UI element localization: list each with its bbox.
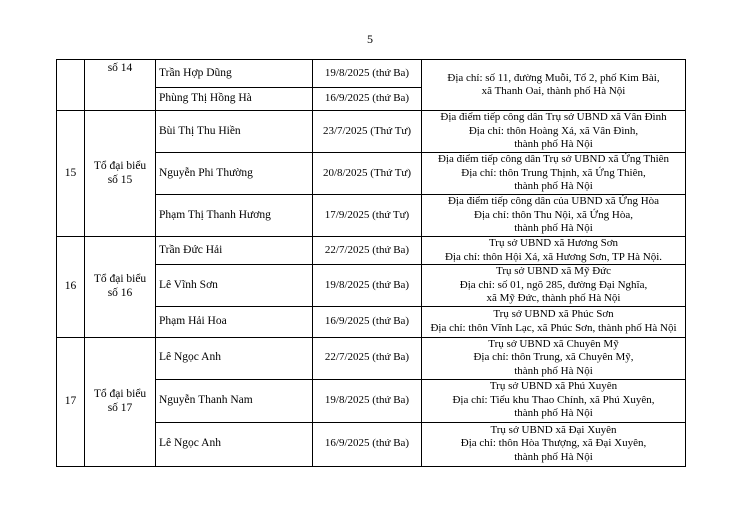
name-cell: Phạm Hải Hoa <box>156 306 313 337</box>
name-cell: Bùi Thị Thu Hiền <box>156 111 313 153</box>
place-line: thành phố Hà Nội <box>514 364 593 377</box>
place-line: Địa điểm tiếp công dân Trụ sở UBND xã Vân Đình <box>440 111 667 124</box>
place-line: Địa chỉ: thôn Trung Thịnh, xã Ứng Thiên, <box>461 166 646 179</box>
group-label-line: Tổ đại biểu <box>93 160 147 172</box>
place-cell <box>422 153 686 195</box>
place-line: Địa điểm tiếp công dân Trụ sở UBND xã Ứng Thiên <box>437 153 670 166</box>
place-line: Địa chỉ: thôn Hội Xá, xã Hương Sơn, TP Hà Nội. <box>444 250 663 263</box>
place-line: Trụ sở UBND xã Phú Xuyên <box>489 380 618 393</box>
name-cell: Trần Hợp Dũng <box>156 60 313 88</box>
group-label: số 14 <box>107 62 133 74</box>
place-cell <box>422 195 686 237</box>
group-label-line: số 15 <box>107 173 133 186</box>
place-line: Địa chỉ: số 01, ngõ 285, đường Đại Nghĩa, <box>459 278 648 291</box>
place-line: Địa chỉ: thôn Vĩnh Lạc, xã Phúc Sơn, thành phố Hà Nội <box>430 321 677 334</box>
place-line: Địa chỉ: Tiểu khu Thao Chính, xã Phú Xuyên, <box>452 393 655 406</box>
date-cell: 17/9/2025 (thứ Tư) <box>313 195 422 237</box>
name-cell: Phạm Thị Thanh Hương <box>156 195 313 237</box>
place-cell <box>422 237 686 265</box>
place-line: thành phố Hà Nội <box>514 407 593 420</box>
schedule-table <box>56 59 686 467</box>
place-line: Địa điểm tiếp công dân của UBND xã Ứng Hòa <box>447 195 660 208</box>
date-cell: 22/7/2025 (thứ Ba) <box>313 337 422 379</box>
table-row <box>57 237 686 265</box>
date-cell: 16/9/2025 (thứ Ba) <box>313 306 422 337</box>
name-cell: Phùng Thị Hồng Hà <box>156 88 313 111</box>
place-line: Địa chỉ: thôn Hoàng Xá, xã Vân Đình, <box>468 124 639 137</box>
place-line: Trụ sở UBND xã Mỹ Đức <box>496 265 611 277</box>
date-cell: 20/8/2025 (Thứ Tư) <box>313 153 422 195</box>
name-cell: Nguyễn Thanh Nam <box>156 379 313 422</box>
stt-cell: 17 <box>57 337 85 466</box>
place-cell <box>422 111 686 153</box>
place-line: thành phố Hà Nội <box>514 450 593 463</box>
group-cell <box>85 237 156 338</box>
stt-cell: 15 <box>57 111 85 237</box>
date-cell: 19/8/2025 (thứ Ba) <box>313 379 422 422</box>
group-label-line: số 16 <box>107 286 133 299</box>
stt-cell <box>57 60 85 111</box>
group-cell <box>85 111 156 237</box>
place-cell <box>422 265 686 307</box>
place-line: xã Mỹ Đức, thành phố Hà Nội <box>486 292 621 304</box>
name-cell: Nguyễn Phi Thường <box>156 153 313 195</box>
place-cell <box>422 422 686 466</box>
date-cell: 23/7/2025 (Thứ Tư) <box>313 111 422 153</box>
place-line: Trụ sở UBND xã Phúc Sơn <box>493 308 614 320</box>
stt-cell: 16 <box>57 237 85 338</box>
group-cell <box>85 60 156 111</box>
place-cell <box>422 379 686 422</box>
date-cell: 22/7/2025 (thứ Ba) <box>313 237 422 265</box>
table-row <box>57 60 686 88</box>
date-cell: 19/8/2025 (thứ Ba) <box>313 265 422 307</box>
table-row <box>57 337 686 379</box>
date-cell: 19/8/2025 (thứ Ba) <box>313 60 422 88</box>
date-cell: 16/9/2025 (thứ Ba) <box>313 422 422 466</box>
name-cell: Trần Đức Hải <box>156 237 313 265</box>
place-line: Địa chỉ: thôn Hòa Thượng, xã Đại Xuyên, <box>460 437 647 450</box>
place-cell <box>422 60 686 111</box>
place-line: thành phố Hà Nội <box>514 222 593 235</box>
place-cell <box>422 337 686 379</box>
group-cell <box>85 337 156 466</box>
place-line: Địa chỉ: thôn Thu Nội, xã Ứng Hòa, <box>474 208 633 221</box>
name-cell: Lê Ngọc Anh <box>156 337 313 379</box>
page-number: 5 <box>367 32 373 46</box>
date-cell: 16/9/2025 (thứ Ba) <box>313 88 422 111</box>
name-cell: Lê Ngọc Anh <box>156 422 313 466</box>
place-line: xã Thanh Oai, thành phố Hà Nội <box>481 85 626 97</box>
group-label-line: Tổ đại biểu <box>93 388 147 400</box>
place-line: Địa chỉ: thôn Trung, xã Chuyên Mỹ, <box>473 351 634 364</box>
place-line: Trụ sở UBND xã Chuyên Mỹ <box>488 337 619 350</box>
name-cell: Lê Vĩnh Sơn <box>156 265 313 307</box>
place-cell <box>422 306 686 337</box>
group-label-line: Tổ đại biểu <box>93 273 147 286</box>
place-line: Trụ sở UBND xã Hương Sơn <box>488 237 619 249</box>
table-row <box>57 111 686 153</box>
place-line: thành phố Hà Nội <box>514 138 593 151</box>
place-line: thành phố Hà Nội <box>514 180 593 193</box>
place-line: Địa chỉ: số 11, đường Muỗi, Tổ 2, phố Kim Bài, <box>447 71 660 84</box>
place-line: Trụ sở UBND xã Đại Xuyên <box>490 423 617 436</box>
group-label-line: số 17 <box>107 401 133 414</box>
